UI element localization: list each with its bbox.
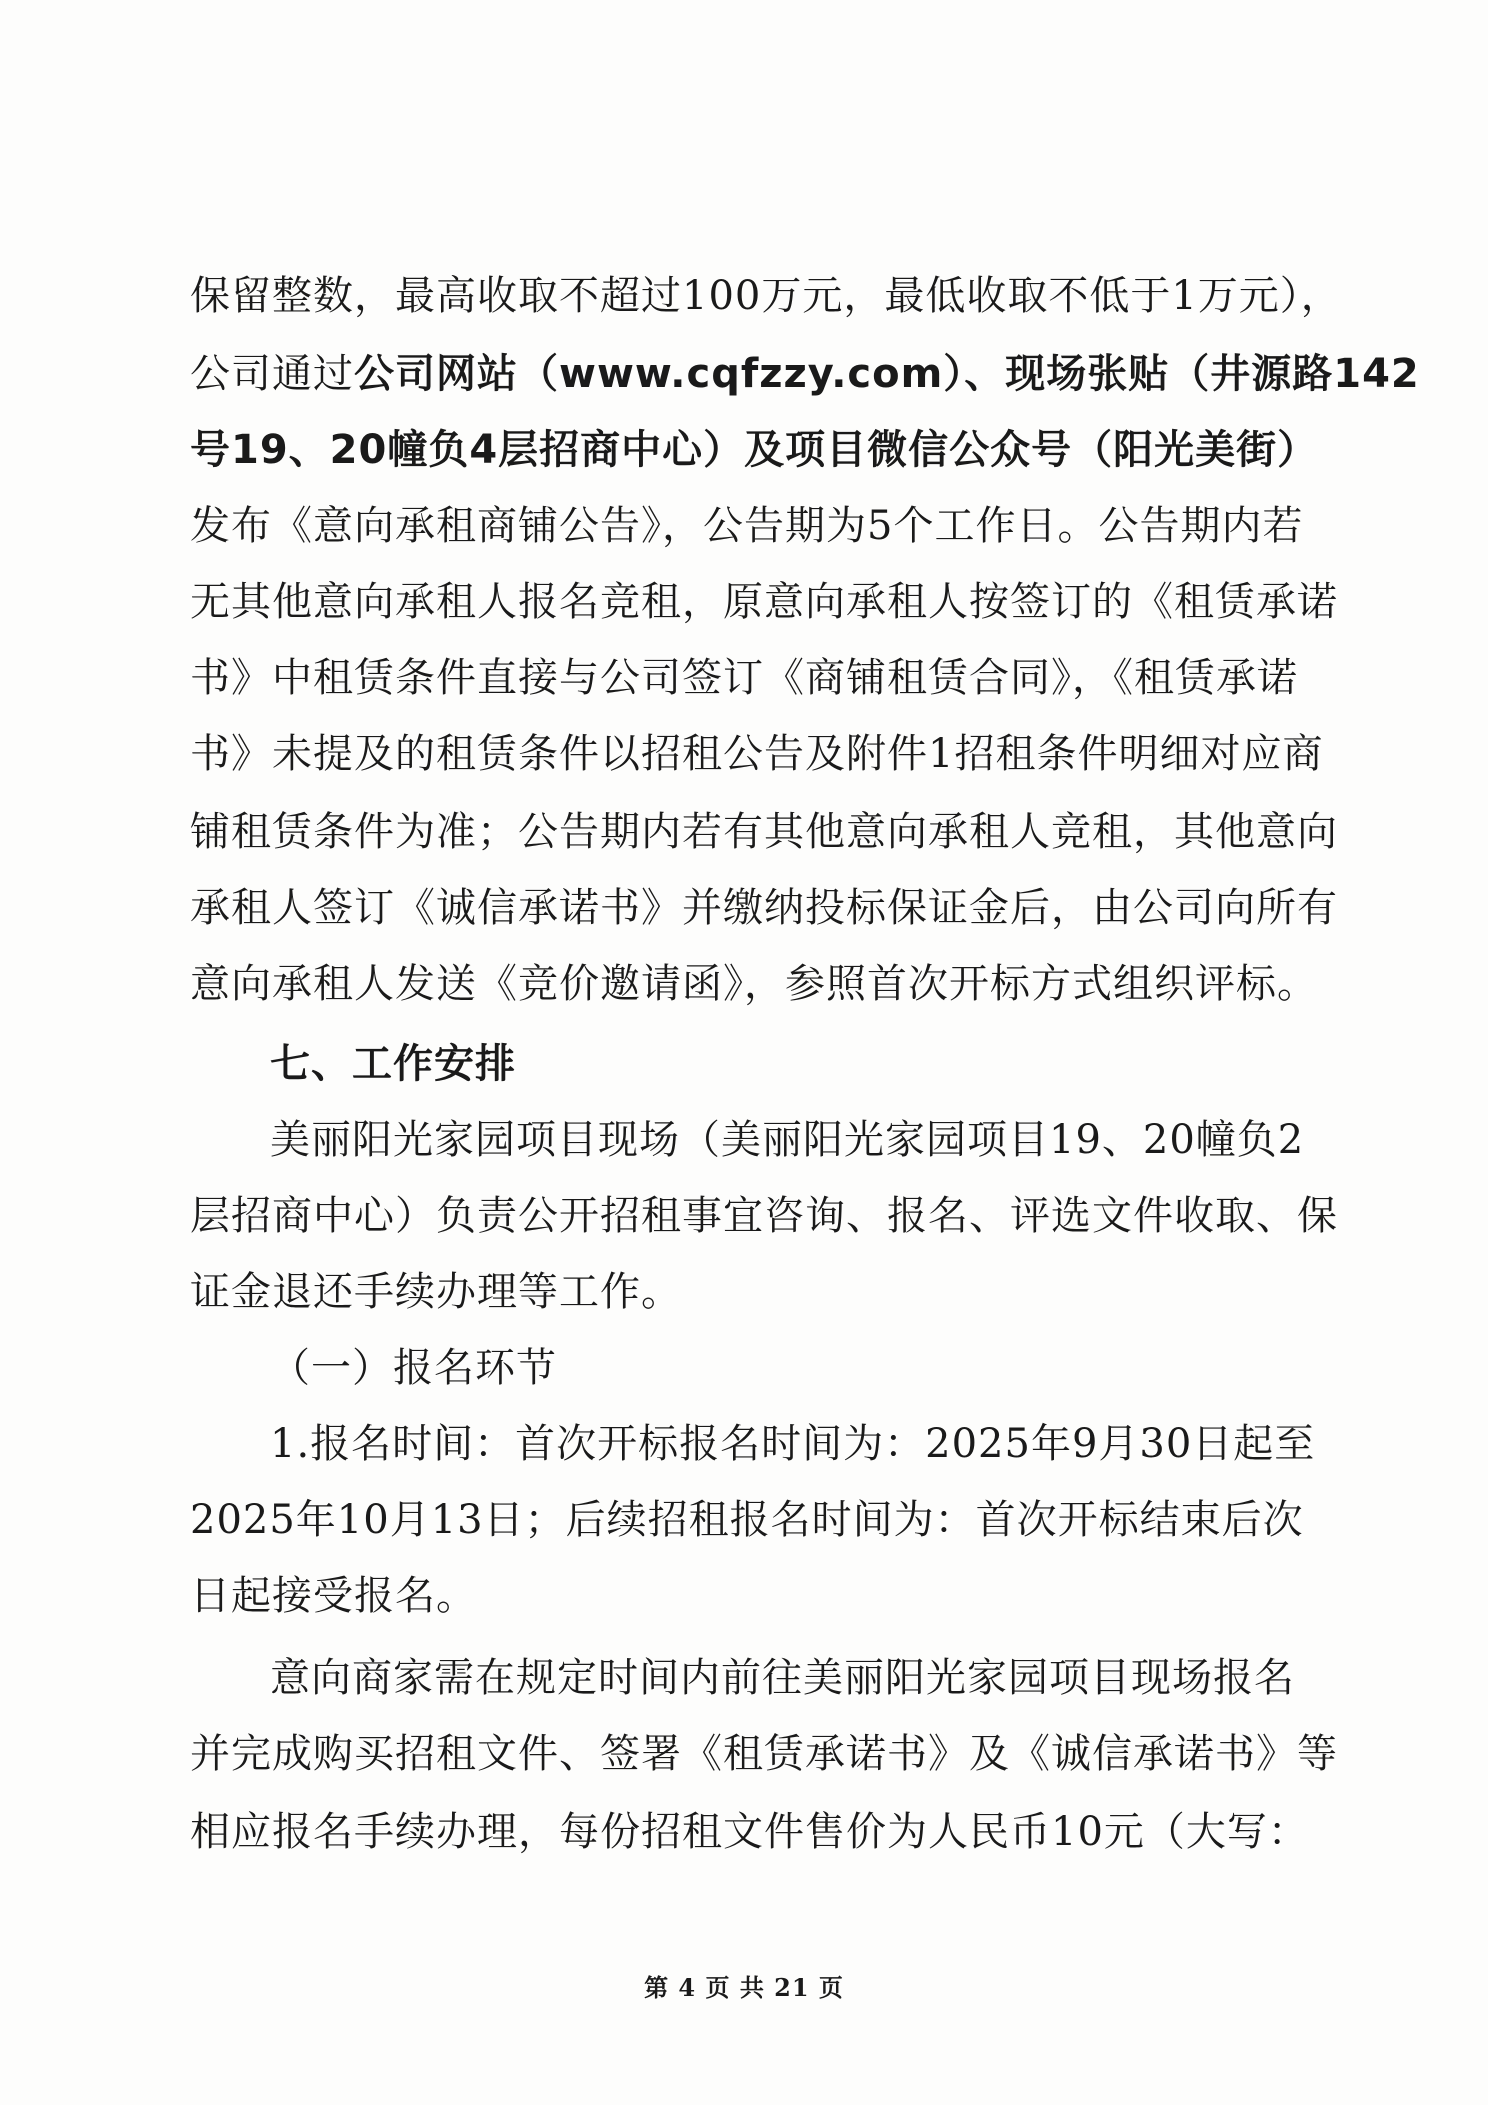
body-line-1: 保留整数，最高收取不超过100万元，最低收取不低于1万元）， <box>190 273 1342 319</box>
para-line-2: 并完成购买招租文件、签署《租赁承诺书》及《诚信承诺书》等 <box>190 1731 1338 1777</box>
body-line-9: 承租人签订《诚信承诺书》并缴纳投标保证金后，由公司向所有 <box>190 885 1338 931</box>
body-line-6: 书》中租赁条件直接与公司签订《商铺租赁合同》，《租赁承诺 <box>190 655 1298 701</box>
page-footer: 第 4 页 共 21 页 <box>644 1973 844 2002</box>
body-line-4: 发布《意向承租商铺公告》，公告期为5个工作日。公告期内若 <box>190 503 1304 549</box>
subsection-heading: （一）报名环节 <box>270 1345 557 1391</box>
body-line-7: 书》未提及的租赁条件以招租公告及附件1招租条件明细对应商 <box>190 731 1324 777</box>
signup-line-3: 日起接受报名。 <box>190 1573 477 1619</box>
body-line-3: 号19、20幢负4层招商中心）及项目微信公众号（阳光美街） <box>190 427 1319 473</box>
signup-line-2: 2025年10月13日；后续招租报名时间为：首次开标结束后次 <box>190 1497 1304 1543</box>
body-line-10: 意向承租人发送《竞价邀请函》，参照首次开标方式组织评标。 <box>190 961 1318 1007</box>
body-line-2 <box>190 348 1420 400</box>
section-line-1: 美丽阳光家园项目现场（美丽阳光家园项目19、20幢负2 <box>270 1117 1305 1163</box>
signup-line-1: 1.报名时间：首次开标报名时间为：2025年9月30日起至 <box>270 1421 1316 1467</box>
para-line-1: 意向商家需在规定时间内前往美丽阳光家园项目现场报名 <box>270 1655 1295 1701</box>
body-line-8: 铺租赁条件为准；公告期内若有其他意向承租人竞租，其他意向 <box>190 809 1338 855</box>
body-line-5: 无其他意向承租人报名竞租，原意向承租人按签订的《租赁承诺 <box>190 579 1338 625</box>
section-line-2: 层招商中心）负责公开招租事宜咨询、报名、评选文件收取、保 <box>190 1193 1338 1239</box>
body-line-2-bold: 公司网站（www.cqfzzy.com）、现场张贴（井源路142 <box>354 351 1420 397</box>
section-heading: 七、工作安排 <box>270 1041 516 1087</box>
section-line-3: 证金退还手续办理等工作。 <box>190 1269 682 1315</box>
para-line-3: 相应报名手续办理，每份招租文件售价为人民币10元（大写： <box>190 1809 1309 1855</box>
body-line-2-prefix: 公司通过 <box>190 351 354 397</box>
